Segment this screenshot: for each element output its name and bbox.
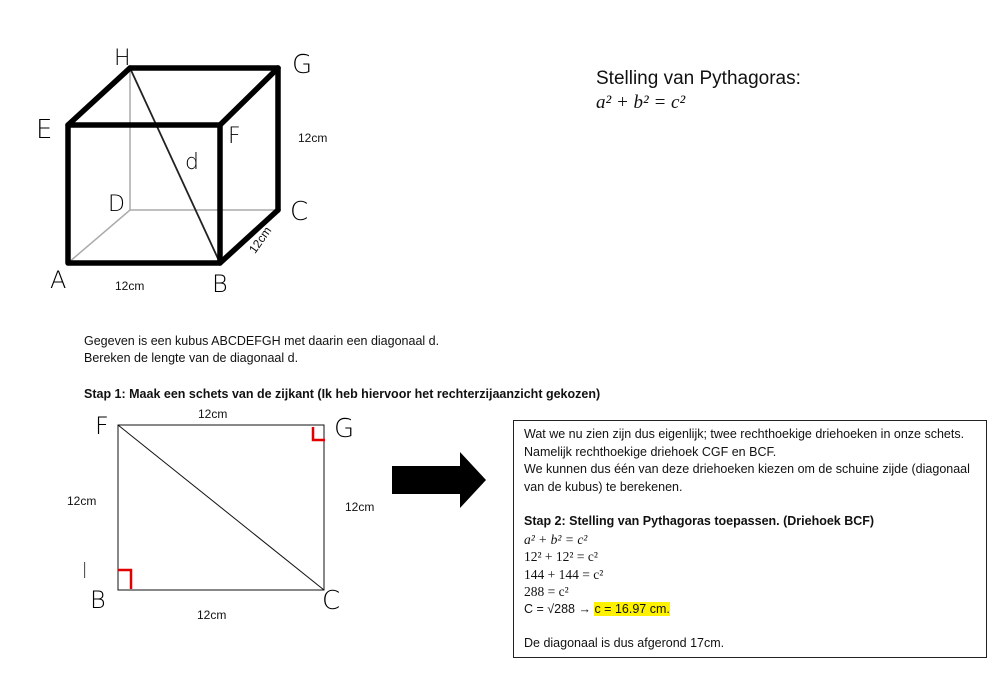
edge-fg	[220, 68, 278, 125]
diagonal-d	[130, 68, 220, 263]
cube-diagram	[0, 0, 420, 310]
side-diagonal	[118, 425, 324, 590]
side-marker: |	[82, 559, 88, 578]
arrow-icon: →	[578, 601, 591, 616]
side-edge-label-left: 12cm	[67, 494, 97, 508]
right-angle-b	[118, 570, 131, 589]
side-edge-label-bottom: 12cm	[197, 608, 227, 622]
vertex-label-e: E	[36, 115, 53, 145]
side-edge-label-top: 12cm	[198, 407, 228, 421]
front-face	[68, 125, 220, 263]
diagonal-label-d: d	[185, 150, 199, 175]
equation-2: 12² + 12² = c²	[524, 549, 598, 564]
edge-ad	[68, 210, 130, 263]
cube-edge-label-fg: 12cm	[298, 131, 328, 145]
equation-3: 144 + 144 = c²	[524, 566, 604, 582]
intro-line-2: Bereken de lengte van de diagonaal d.	[84, 351, 299, 365]
side-label-g: G	[334, 414, 355, 444]
intro-line-1: Gegeven is een kubus ABCDEFGH met daarin een diagonaal d.	[84, 334, 440, 348]
vertex-label-c: C	[290, 197, 309, 227]
side-label-f: F	[95, 412, 109, 440]
side-view-diagram	[0, 400, 500, 640]
explanation-box	[513, 420, 987, 658]
equation-5-prefix: C = √288	[524, 601, 579, 616]
equation-1: a² + b² = c²	[524, 531, 588, 547]
vertex-label-g: G	[292, 50, 313, 80]
side-label-c: C	[322, 586, 341, 616]
cube-edge-label-ab: 12cm	[115, 279, 145, 293]
step2-heading: Stap 2: Stelling van Pythagoras toepassen. (Driehoek BCF)	[524, 514, 875, 528]
cube-edge-label-bc: 12cm	[246, 223, 275, 257]
highlighted-result: c = 16.97 cm.	[594, 601, 670, 616]
theorem-title: Stelling van Pythagoras:	[596, 68, 801, 89]
side-label-b: B	[90, 586, 106, 614]
vertex-label-h: H	[114, 46, 131, 71]
right-angle-g	[313, 427, 325, 440]
explanation-paragraph-2: We kunnen dus één van deze driehoeken kiezen om de schuine zijde (diagonaal van de kubus) te berekenen.	[524, 462, 970, 494]
step1-heading: Stap 1: Maak een schets van de zijkant (Ik heb hiervoor het rechterzijaanzicht gekozen)	[84, 387, 601, 401]
arrow-right-icon	[392, 452, 486, 508]
vertex-label-b: B	[212, 270, 228, 298]
equation-5	[524, 601, 976, 619]
conclusion: De diagonaal is dus afgerond 17cm.	[524, 636, 725, 650]
equation-4: 288 = c²	[524, 584, 569, 599]
vertex-label-d: D	[108, 192, 125, 217]
theorem-formula: a² + b² = c²	[596, 92, 686, 113]
vertex-label-f: F	[228, 124, 241, 149]
vertex-label-a: A	[50, 266, 67, 294]
side-edge-label-right: 12cm	[345, 500, 375, 514]
edge-eh	[68, 68, 130, 125]
explanation-paragraph-1: Wat we nu zien zijn dus eigenlijk; twee rechthoekige driehoeken in onze schets. Namelijk rechthoekige driehoek CGF en BCF.	[524, 427, 965, 459]
